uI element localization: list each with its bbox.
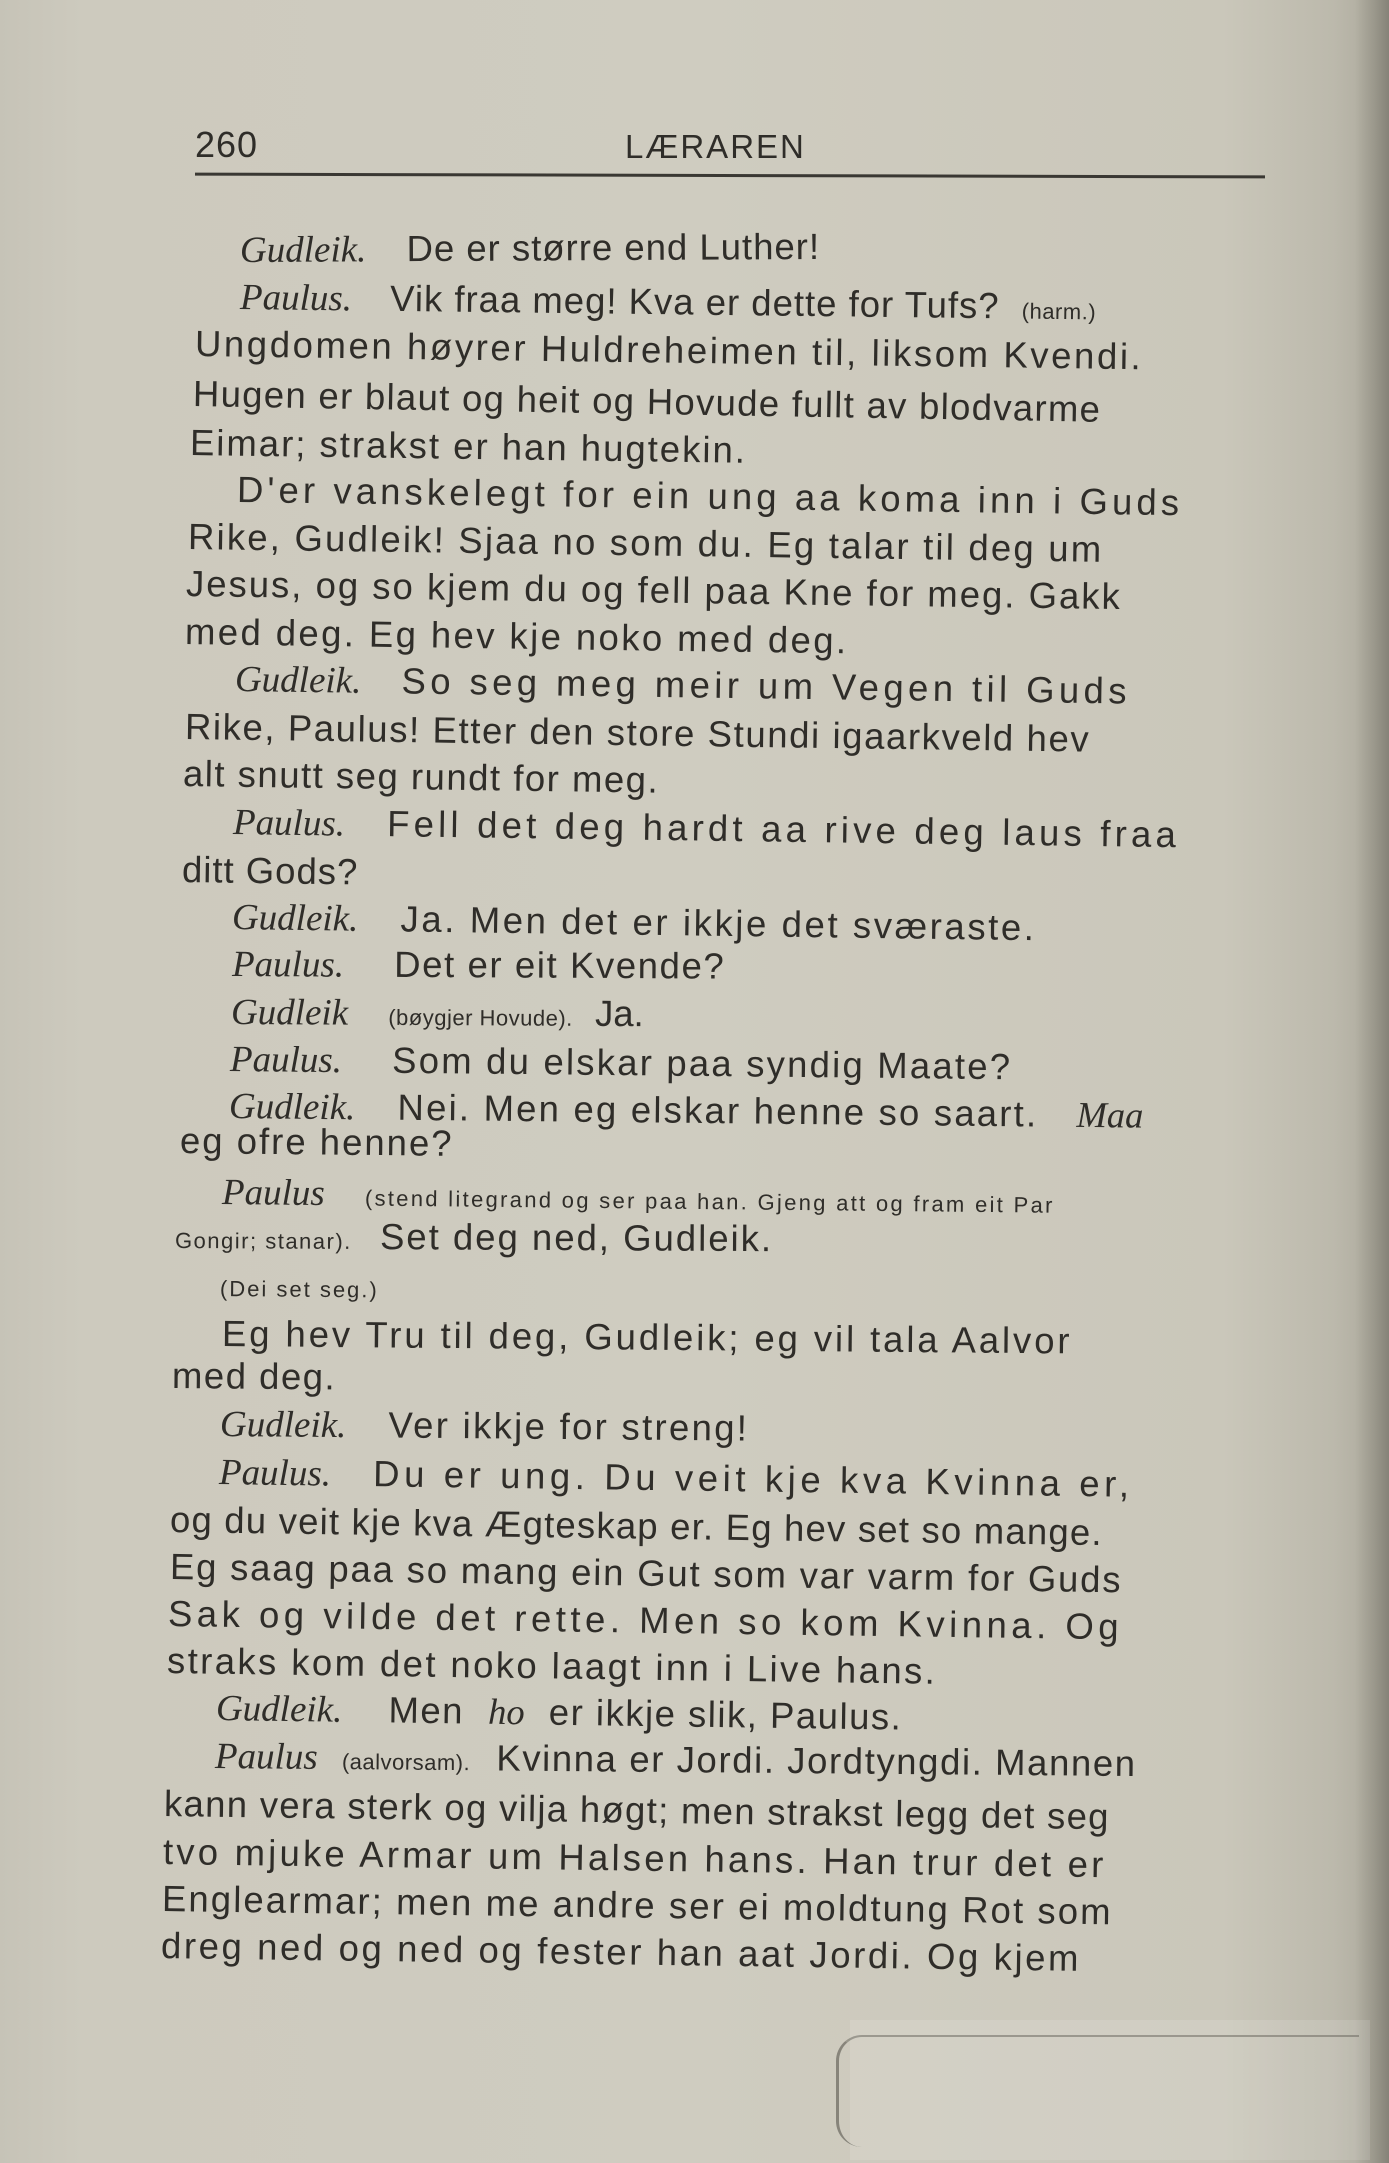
text-line	[0, 1543, 1389, 1601]
text-line	[0, 370, 1389, 430]
text-line	[0, 1875, 1389, 1933]
text-line	[0, 1035, 1389, 1088]
line-text: Jesus, og so kjem du og fell paa Kne for meg. Gakk	[185, 563, 1123, 618]
stage-direction: (bøygjer Hovude).	[388, 1004, 573, 1031]
line-text: eg ofre henne?	[179, 1120, 454, 1164]
speaker-name: Paulus.	[239, 277, 353, 320]
speaker-name: Gudleik.	[231, 897, 359, 940]
text-line	[0, 1922, 1389, 1979]
speaker-name: Paulus	[214, 1736, 318, 1778]
text-line	[0, 940, 1389, 988]
library-stamp	[836, 2035, 1359, 2147]
line-text: Eimar; strakst er han hugtekin.	[189, 422, 748, 471]
speaker-name: Paulus.	[218, 1452, 332, 1495]
text-line	[0, 846, 1389, 894]
line-text: Du er ung. Du veit kje kva Kvinna er,	[372, 1453, 1134, 1505]
stage-direction: Gongir; stanar).	[174, 1228, 352, 1254]
speaker-name: Paulus.	[231, 944, 345, 986]
line-text: Ja.	[594, 992, 644, 1035]
line-text: Kvinna er Jordi. Jordtyngdi. Mannen	[496, 1737, 1137, 1785]
speaker-name: Gudleik.	[239, 229, 367, 271]
stage-direction: (stend litegrand og ser paa han. Gjeng att og fram eit Par	[364, 1185, 1055, 1218]
text-line	[0, 1352, 1389, 1400]
line-text: Englearmar; men me andre ser ei moldtung Rot som	[161, 1878, 1114, 1933]
line-text: De er større end Luther!	[406, 225, 821, 270]
text-line	[0, 320, 1389, 378]
speaker-name: Gudleik	[230, 992, 349, 1034]
line-text: Men	[388, 1689, 465, 1732]
text-line	[0, 1400, 1389, 1448]
speaker-name: Gudleik.	[228, 1086, 356, 1129]
text-line	[0, 1168, 1389, 1216]
line-text: Ver ikkje for streng!	[388, 1404, 750, 1449]
stage-direction: (harm.)	[1021, 298, 1097, 325]
text-line	[0, 1590, 1389, 1648]
text-line	[0, 513, 1389, 570]
line-text: straks kom det noko laagt inn i Live hans.	[166, 1640, 938, 1692]
line-text: og du veit kje kva Ægteskap er. Eg hev set so mange.	[169, 1499, 1104, 1554]
text-line	[0, 1260, 1389, 1308]
line-text: alt snutt seg rundt for meg.	[182, 753, 660, 801]
line-text: ditt Gods?	[181, 849, 359, 893]
line-text: D'er vanskelegt for ein ung aa koma inn i Guds	[236, 469, 1184, 524]
line-text: Vik fraa meg! Kva er dette for Tufs?	[389, 277, 1000, 327]
text-line	[0, 1780, 1389, 1838]
text-line	[0, 893, 1389, 949]
line-text: Rike, Gudleik! Sjaa no som du. Eg talar til deg um	[187, 516, 1104, 570]
text-line	[0, 1212, 1389, 1260]
text-line	[0, 1732, 1389, 1785]
line-text: Eg saag paa so mang ein Gut som var varm for Guds	[169, 1546, 1123, 1601]
line-text: Det er eit Kvende?	[394, 943, 726, 987]
line-text: er ikkje slik, Paulus.	[548, 1691, 903, 1738]
line-text: med deg.	[171, 1355, 337, 1398]
text-line	[0, 560, 1389, 618]
text-line	[0, 1448, 1389, 1505]
speaker-name: Paulus.	[232, 802, 346, 845]
text-line	[0, 1684, 1389, 1738]
text-line	[0, 798, 1389, 856]
stage-direction: (Dei set seg.)	[219, 1276, 379, 1303]
speaker-name: Paulus	[221, 1172, 326, 1215]
text-line	[0, 466, 1389, 524]
line-text: Ja. Men det er ikkje det sværaste.	[400, 898, 1037, 949]
text-line	[0, 1310, 1389, 1362]
speaker-name: Gudleik.	[215, 1688, 343, 1731]
text-line	[0, 273, 1389, 327]
line-text: Nei. Men eg elskar henne so saart.	[397, 1086, 1039, 1135]
line-text: Rike, Paulus! Etter den store Stundi igaarkveld hev	[184, 706, 1091, 760]
text-line	[0, 703, 1389, 760]
speaker-name: Gudleik.	[234, 659, 362, 702]
text-line	[0, 1117, 1389, 1165]
text-line	[0, 419, 1389, 471]
line-text: med deg. Eg hev kje noko med deg.	[184, 611, 849, 662]
line-text: Ungdomen høyrer Huldreheimen til, liksom Kvendi.	[194, 323, 1144, 378]
text-line	[0, 1637, 1389, 1692]
line-text: tvo mjuke Armar um Halsen hans. Han trur det er	[162, 1831, 1107, 1886]
line-text: dreg ned og ned og fester han aat Jordi. Og kjem	[160, 1925, 1082, 1979]
speaker-name: Paulus.	[229, 1039, 343, 1082]
line-text: Fell det deg hardt aa rive deg laus fraa	[386, 803, 1181, 856]
text-line	[0, 655, 1389, 712]
text-line	[0, 226, 1389, 274]
line-text: Eg hev Tru til deg, Gudleik; eg vil tala Aalvor	[221, 1313, 1073, 1362]
line-text-italic: ho	[487, 1690, 525, 1733]
page-number: 260	[195, 124, 259, 165]
text-line	[0, 1828, 1389, 1886]
text-line	[0, 750, 1389, 801]
line-text: Set deg ned, Gudleik.	[379, 1216, 774, 1260]
text-line	[0, 608, 1389, 662]
running-title: LÆRAREN	[625, 128, 806, 165]
text-line	[0, 988, 1389, 1036]
line-text-italic: Maa	[1076, 1093, 1144, 1136]
line-text: So seg meg meir um Vegen til Guds	[401, 660, 1132, 712]
line-text: kann vera sterk og vilja høgt; men strakst legg det seg	[163, 1783, 1111, 1838]
speaker-name: Gudleik.	[219, 1404, 347, 1447]
line-text: Som du elskar paa syndig Maate?	[391, 1039, 1013, 1088]
line-text: Hugen er blaut og heit og Hovude fullt av blodvarme	[192, 373, 1102, 430]
stage-direction: (aalvorsam).	[341, 1749, 471, 1776]
line-text: Sak og vilde det rette. Men so kom Kvinna. Og	[167, 1593, 1124, 1648]
text-line	[0, 1496, 1389, 1554]
